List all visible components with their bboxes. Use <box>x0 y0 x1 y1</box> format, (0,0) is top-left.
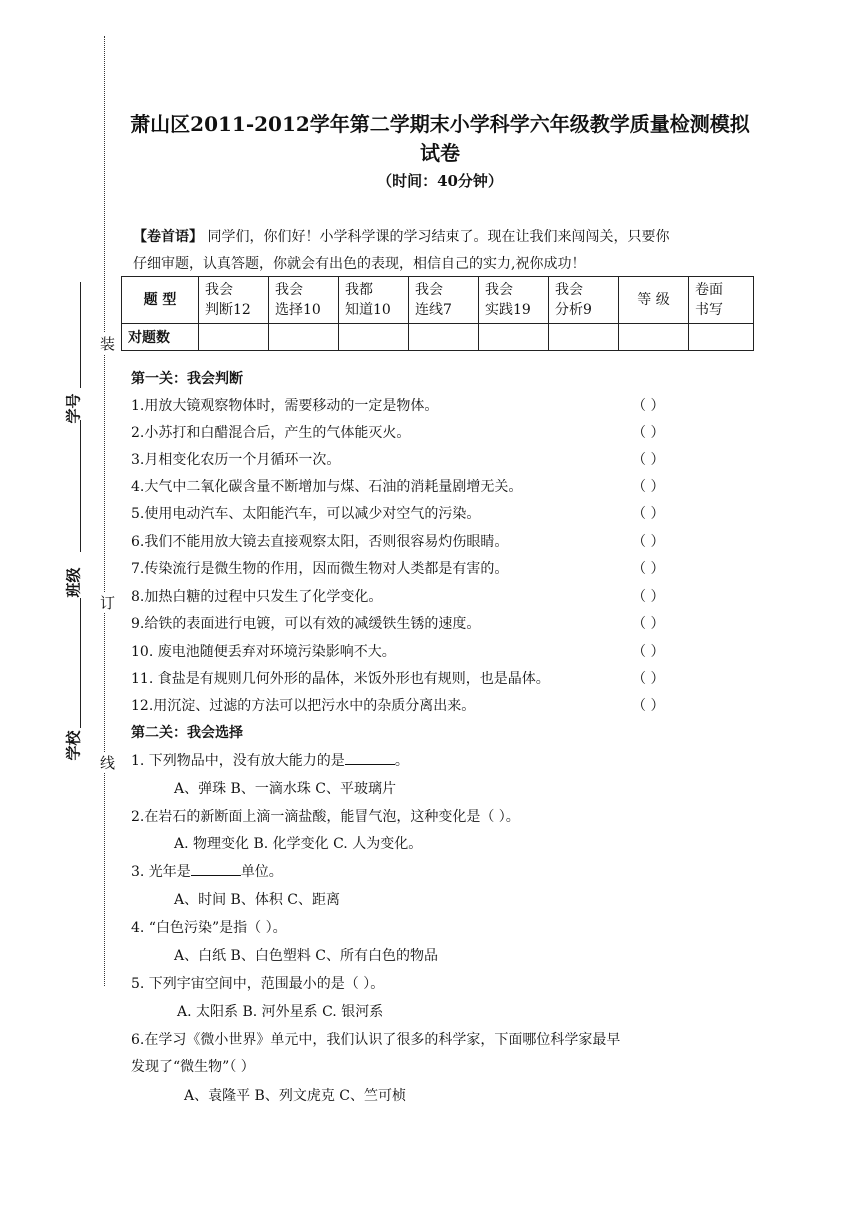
choice-q1-blank[interactable] <box>345 752 395 765</box>
score-table-header-row <box>122 277 754 324</box>
binding-xian: 线 <box>100 754 116 772</box>
banji-underline <box>80 420 81 552</box>
binding-zhuang: 装 <box>100 335 116 353</box>
score-blank-3[interactable] <box>339 324 409 351</box>
choice-q3 <box>131 861 283 881</box>
score-cell-shuxie: 卷面 书写 <box>689 277 754 324</box>
score-blank-8[interactable] <box>689 324 754 351</box>
judge-q7-answer[interactable]: （ ） <box>632 561 665 577</box>
xuehao-underline <box>80 282 81 388</box>
judge-q11-answer[interactable]: （ ） <box>632 671 665 687</box>
choice-q6-line2: 发现了“微生物”（ ） <box>131 1059 255 1075</box>
section2-heading: 第二关：我会选择 <box>131 725 243 741</box>
intro-label: 【卷首语】 <box>133 229 203 245</box>
xuexiao-label: 学校 <box>64 730 83 761</box>
judge-q3: 3.月相变化农历一个月循环一次。 <box>131 452 341 468</box>
score-blank-2[interactable] <box>269 324 339 351</box>
xuehao-label: 学号 <box>64 393 83 424</box>
choice-q1-end: 。 <box>394 753 409 769</box>
choice-q5: 5. 下列宇宙空间中，范围最小的是（ ）。 <box>131 976 385 992</box>
judge-q12: 12.用沉淀、过滤的方法可以把污水中的杂质分离出来。 <box>131 698 476 714</box>
xuexiao-underline <box>80 598 81 728</box>
judge-q2: 2.小苏打和白醋混合后，产生的气体能灭火。 <box>131 425 411 441</box>
intro-line2: 仔细审题，认真答题，你就会有出色的表现，相信自己的实力,祝你成功！ <box>133 256 586 272</box>
judge-q9-answer[interactable]: （ ） <box>632 616 665 632</box>
judge-q11: 11. 食盐是有规则几何外形的晶体，米饭外形也有规则，也是晶体。 <box>131 671 550 687</box>
choice-q1-options: A、弹珠 B、一滴水珠 C、平玻璃片 <box>174 781 397 797</box>
section1-heading: 第一关：我会判断 <box>131 371 243 387</box>
judge-q2-answer[interactable]: （ ） <box>632 425 665 441</box>
choice-q1-text: 1. 下列物品中，没有放大能力的是 <box>131 753 345 769</box>
choice-q1 <box>131 750 409 770</box>
score-cell-xuanze: 我会 选择10 <box>269 277 339 324</box>
choice-q6-options: A、袁隆平 B、列文虎克 C、竺可桢 <box>184 1088 407 1104</box>
judge-q3-answer[interactable]: （ ） <box>632 452 665 468</box>
judge-q5: 5.使用电动汽车、太阳能汽车，可以减少对空气的污染。 <box>131 506 481 522</box>
judge-q1-answer[interactable]: （ ） <box>632 398 665 414</box>
score-cell-panduan: 我会 判断12 <box>199 277 269 324</box>
judge-q5-answer[interactable]: （ ） <box>632 506 665 522</box>
choice-q2-options: A. 物理变化 B. 化学变化 C. 人为变化。 <box>174 836 423 852</box>
exam-time: （时间：40分钟） <box>377 172 503 190</box>
choice-q3-options: A、时间 B、体积 C、距离 <box>174 892 341 908</box>
judge-q9: 9.给铁的表面进行电镀，可以有效的减缓铁生锈的速度。 <box>131 616 481 632</box>
score-cell-lianxian: 我会 连线7 <box>409 277 479 324</box>
judge-q4: 4.大气中二氧化碳含量不断增加与煤、石油的消耗量剧增无关。 <box>131 479 523 495</box>
judge-q6-answer[interactable]: （ ） <box>632 534 665 550</box>
judge-q10: 10. 废电池随便丢弃对环境污染影响不大。 <box>131 644 396 660</box>
judge-q7: 7.传染流行是微生物的作用，因而微生物对人类都是有害的。 <box>131 561 509 577</box>
exam-title-line1: 萧山区2011-2012学年第二学期末小学科学六年级教学质量检测模拟 <box>130 112 750 136</box>
choice-q4: 4. “白色污染”是指（ ）。 <box>131 920 287 936</box>
score-blank-5[interactable] <box>479 324 549 351</box>
binding-ding: 订 <box>100 594 116 612</box>
score-blank-7[interactable] <box>619 324 689 351</box>
choice-q6-line1: 6.在学习《微小世界》单元中，我们认识了很多的科学家，下面哪位科学家最早 <box>131 1032 621 1048</box>
score-blank-6[interactable] <box>549 324 619 351</box>
judge-q8: 8.加热白糖的过程中只发生了化学变化。 <box>131 589 383 605</box>
choice-q2: 2.在岩石的新断面上滴一滴盐酸，能冒气泡，这种变化是（ ）。 <box>131 809 520 825</box>
judge-q6: 6.我们不能用放大镜去直接观察太阳，否则很容易灼伤眼睛。 <box>131 534 509 550</box>
judge-q4-answer[interactable]: （ ） <box>632 479 665 495</box>
score-table <box>121 276 754 351</box>
choice-q5-options: A. 太阳系 B. 河外星系 C. 银河系 <box>177 1004 384 1020</box>
judge-q8-answer[interactable]: （ ） <box>632 589 665 605</box>
score-table-count-row <box>122 324 754 351</box>
intro-paragraph <box>133 224 733 278</box>
score-cell-shijian: 我会 实践19 <box>479 277 549 324</box>
choice-q3-text: 3. 光年是 <box>131 864 191 880</box>
score-cell-type: 题 型 <box>122 277 199 324</box>
score-cell-fenxi: 我会 分析9 <box>549 277 619 324</box>
score-blank-4[interactable] <box>409 324 479 351</box>
choice-q3-blank[interactable] <box>191 863 241 876</box>
judge-q10-answer[interactable]: （ ） <box>632 644 665 660</box>
exam-title-line2: 试卷 <box>420 141 460 165</box>
score-cell-count-label: 对题数 <box>122 324 199 351</box>
score-blank-1[interactable] <box>199 324 269 351</box>
score-cell-dengji: 等 级 <box>619 277 689 324</box>
judge-q1: 1.用放大镜观察物体时，需要移动的一定是物体。 <box>131 398 439 414</box>
choice-q4-options: A、白纸 B、白色塑料 C、所有白色的物品 <box>174 948 439 964</box>
banji-label: 班级 <box>64 567 83 598</box>
choice-q3-end: 单位。 <box>240 864 283 880</box>
score-cell-zhidao: 我都 知道10 <box>339 277 409 324</box>
judge-q12-answer[interactable]: （ ） <box>632 698 665 714</box>
binding-dotted-line <box>104 36 105 986</box>
intro-line1: 同学们，你们好！小学科学课的学习结束了。现在让我们来闯闯关，只要你 <box>203 229 670 245</box>
